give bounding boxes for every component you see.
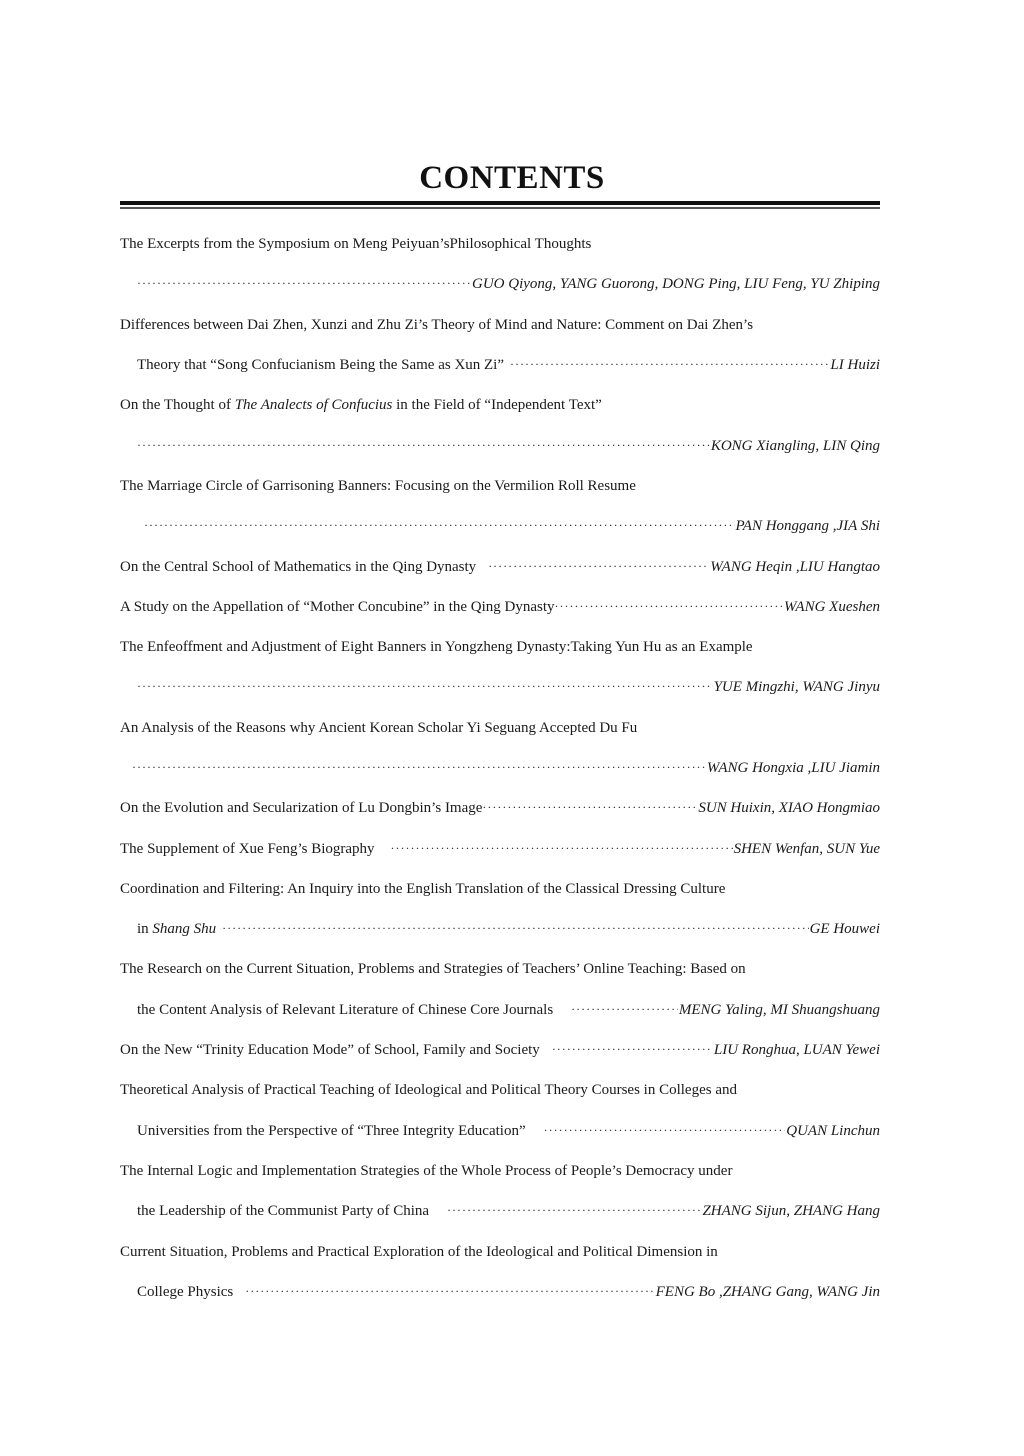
entry-title-continued (137, 919, 216, 939)
toc-entry[interactable] (120, 1151, 880, 1232)
dot-leader (391, 839, 733, 859)
entry-title: The Enfeoffment and Adjustment of Eight Banners in Yongzheng Dynasty:Taking Yun Hu as an Example (120, 639, 753, 656)
dot-leader (137, 677, 713, 697)
dot-leader (571, 1000, 678, 1020)
toc-entry[interactable] (120, 1231, 880, 1312)
entry-title: The Excerpts from the Symposium on Meng Peiyuan’sPhilosophical Thoughts (120, 236, 592, 253)
entry-authors: YUE Mingzhi, WANG Jinyu (713, 679, 880, 696)
toc-entry[interactable] (120, 788, 880, 828)
toc-entry[interactable] (120, 708, 880, 789)
entry-authors: LI Huizi (830, 357, 880, 374)
entry-title: Current Situation, Problems and Practical Exploration of the Ideological and Political Dimension in (120, 1243, 718, 1260)
dot-leader (137, 436, 710, 456)
dot-leader (132, 758, 706, 778)
entry-title-italic: The Analects of Confucius (234, 397, 393, 414)
dot-leader (447, 1201, 701, 1221)
entry-authors: SUN Huixin, XIAO Hongmiao (698, 800, 880, 817)
toc-entry[interactable] (120, 587, 880, 627)
dot-leader (222, 919, 808, 939)
entry-authors: GUO Qiyong, YANG Guorong, DONG Ping, LIU Feng, YU Zhiping (472, 276, 880, 293)
entry-authors: LIU Ronghua, LUAN Yewei (713, 1042, 880, 1059)
toc-entry[interactable] (120, 627, 880, 708)
entry-title: On the Evolution and Secularization of Lu Dongbin’s Image (120, 800, 483, 817)
entry-title: The Supplement of Xue Feng’s Biography (120, 840, 375, 857)
entry-title: The Research on the Current Situation, Problems and Strategies of Teachers’ Online Teaching: Based on (120, 961, 746, 978)
entry-title: Differences between Dai Zhen, Xunzi and Zhu Zi’s Theory of Mind and Nature: Comment on Dai Zhen’s (120, 316, 754, 333)
entry-title: The Marriage Circle of Garrisoning Banners: Focusing on the Vermilion Roll Resume (120, 477, 636, 494)
toc-entry[interactable] (120, 224, 880, 305)
entry-title-part: On the Thought of (120, 397, 235, 414)
entry-authors: KONG Xiangling, LIN Qing (710, 437, 880, 454)
entry-title-continued: the Leadership of the Communist Party of China (137, 1203, 430, 1220)
entry-title: Coordination and Filtering: An Inquiry into the English Translation of the Classical Dressing Culture (120, 880, 726, 897)
entry-authors: PAN Honggang ,JIA Shi (735, 518, 880, 535)
entry-authors: MENG Yaling, MI Shuangshuang (678, 1001, 880, 1018)
title-rule-thin (120, 207, 880, 209)
dot-leader (552, 1040, 713, 1060)
toc-entry[interactable] (120, 1030, 880, 1070)
title-rule-thick (120, 201, 880, 205)
entry-title-part: in the Field of “Independent Text” (392, 397, 602, 414)
entry-title: A Study on the Appellation of “Mother Concubine” in the Qing Dynasty (120, 598, 555, 615)
entry-title: An Analysis of the Reasons why Ancient Korean Scholar Yi Seguang Accepted Du Fu (120, 719, 638, 736)
toc-entry[interactable] (120, 869, 880, 950)
toc-entry[interactable] (120, 1070, 880, 1151)
dot-leader (137, 274, 471, 294)
entry-authors: WANG Xueshen (783, 598, 880, 615)
page-title: CONTENTS (419, 160, 605, 196)
table-of-contents (120, 224, 880, 1312)
entry-authors: WANG Hongxia ,LIU Jiamin (706, 760, 880, 776)
entry-title: Theoretical Analysis of Practical Teaching of Ideological and Political Theory Courses in Colleges and (120, 1082, 737, 1099)
entry-authors: SHEN Wenfan, SUN Yue (733, 840, 880, 857)
entry-title (120, 395, 602, 415)
dot-leader (544, 1121, 786, 1141)
entry-authors: WANG Heqin ,LIU Hangtao (710, 558, 880, 575)
toc-entry[interactable] (120, 466, 880, 547)
entry-title: On the New “Trinity Education Mode” of School, Family and Society (120, 1042, 540, 1059)
dot-leader (482, 798, 697, 818)
entry-title-continued: Universities from the Perspective of “Three Integrity Education” (137, 1122, 526, 1139)
dot-leader (510, 355, 829, 375)
toc-entry[interactable] (120, 949, 880, 1030)
entry-authors: GE Houwei (809, 921, 880, 938)
entry-authors: QUAN Linchun (786, 1122, 880, 1139)
toc-entry[interactable] (120, 305, 880, 386)
entry-title-part: in (137, 921, 153, 938)
entry-title-continued: College Physics (137, 1283, 234, 1300)
dot-leader (144, 516, 735, 536)
dot-leader (488, 557, 709, 577)
entry-authors: FENG Bo ,ZHANG Gang, WANG Jin (655, 1283, 880, 1300)
entry-authors: ZHANG Sijun, ZHANG Hang (702, 1203, 880, 1220)
dot-leader (245, 1282, 654, 1302)
entry-title: On the Central School of Mathematics in the Qing Dynasty (120, 558, 477, 575)
dot-leader (555, 597, 783, 617)
entry-title-continued: the Content Analysis of Relevant Literature of Chinese Core Journals (137, 1001, 554, 1018)
toc-entry[interactable] (120, 385, 880, 466)
toc-entry[interactable] (120, 828, 880, 868)
entry-title-continued: Theory that “Song Confucianism Being the Same as Xun Zi” (137, 357, 505, 374)
toc-entry[interactable] (120, 546, 880, 586)
entry-title: The Internal Logic and Implementation Strategies of the Whole Process of People’s Democracy under (120, 1162, 733, 1179)
entry-title-italic: Shang Shu (152, 921, 217, 938)
